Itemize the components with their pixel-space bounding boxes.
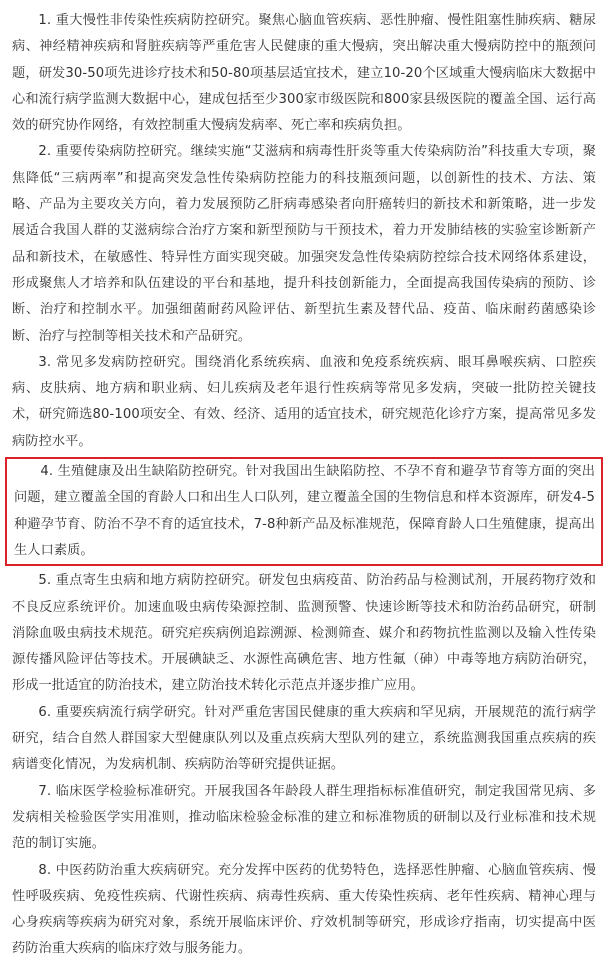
paragraph-lab-standards: 7. 临床医学检验标准研究。开展我国各年龄段人群生理指标标准值研究，制定我国常见病、多发病相关检验医学实用准则，推动临床检验金标准的建立和标准物质的研制以及行业标准和技术规范的制订实施。 — [12, 783, 596, 852]
paragraph-tcm-research: 8. 中医药防治重大疾病研究。充分发挥中医药的优势特色，选择恶性肿瘤、心脑血管疾病、慢性呼吸疾病、免疫性疾病、代谢性疾病、病毒性疾病、重大传染性疾病、老年性疾病、精神心理与心身疾病等疾病为研究对象，系统开展临床评价、疗效机制等研究，形成诊疗指南，切实提高中医药防治重大疾病的临床疗效与服务能力。 — [12, 862, 596, 957]
paragraph-infectious-disease: 2. 重要传染病防控研究。继续实施“艾滋病和病毒性肝炎等重大传染病防治”科技重大专项，聚焦降低“三病两率”和提高突发急性传染病防控能力的科技瓶颈问题，以创新性的技术、方法、策略、产品为主要攻关方向，着力发展预防乙肝病毒感染者向肝癌转归的新技术和新策略，进一步发展适合我国人群的艾滋病综合治疗方案和新型预防与干预技术，着力开发肺结核的实验室诊断新产品和新技术，在敏感性、特异性方面实现突破。加强突发急性传染病防控综合技术网络体系建设，形成聚焦人才培养和队伍建设的平台和基地，提升科技创新能力，全面提高我国传染病的预防、诊断、治疗和控制水平。加强细菌耐药风险评估、新型抗生素及替代品、疫苗、临床耐药菌感染诊断、治疗与控制等相关技术和产品研究。 — [12, 144, 596, 344]
paragraph-common-disease: 3. 常见多发病防控研究。围绕消化系统疾病、血液和免疫系统疾病、眼耳鼻喉疾病、口腔疾病、皮肤病、地方病和职业病、妇儿疾病及老年退行性疾病等常见多发病，突破一批防控关键技术，研究筛选80-100项安全、有效、经济、适用的适宜技术，研究规范化诊疗方案，提高常见多发病防控水平。 — [12, 354, 596, 449]
paragraph-chronic-disease: 1. 重大慢性非传染性疾病防控研究。聚焦心脑血管疾病、恶性肿瘤、慢性阻塞性肺疾病、糖尿病、神经精神疾病和肾脏疾病等严重危害人民健康的重大慢病，突出解决重大慢病防控中的瓶颈问题，研发30-50项先进诊疗技术和50-80项基层适宜技术，建立10-20个区域重大慢病临床大数据中心和流行病学监测大数据中心，建成包括至少300家市级医院和800家县级医院的覆盖全国、运行高效的研究协作网络，有效控制重大慢病发病率、死亡率和疾病负担。 — [12, 13, 596, 134]
paragraph-reproductive-health-highlighted: 4. 生殖健康及出生缺陷防控研究。针对我国出生缺陷防控、不孕不育和避孕节育等方面的突出问题，建立覆盖全国的育龄人口和出生人口队列，建立覆盖全国的生物信息和样本资源库，研发4-5种避孕节育、防治不孕不育的适宜技术，7-8种新产品及标准规范，保障育龄人口生殖健康，提高出生人口素质。 — [5, 457, 603, 566]
paragraph-epidemiology: 6. 重要疾病流行病学研究。针对严重危害国民健康的重大疾病和罕见病，开展规范的流行病学研究，结合自然人群国家大型健康队列以及重点疾病大型队列的建立，系统监测我国重点疾病的疾病谱变化情况，为发病机制、疾病防治等研究提供证据。 — [12, 704, 596, 773]
paragraph-parasitic-disease: 5. 重点寄生虫病和地方病防控研究。研发包虫病疫苗、防治药品与检测试剂，开展药物疗效和不良反应系统评价。加速血吸虫病传染源控制、监测预警、快速诊断等技术和防治药品研究，研制消除血吸虫病技术规范。研究疟疾病例追踪溯源、检测筛查、媒介和药物抗性监测以及输入性传染源传播风险评估等技术。开展碘缺乏、水源性高碘危害、地方性氟（砷）中毒等地方病防治研究，形成一批适宜的防治技术，建立防治技术转化示范点并逐步推广应用。 — [12, 573, 596, 694]
